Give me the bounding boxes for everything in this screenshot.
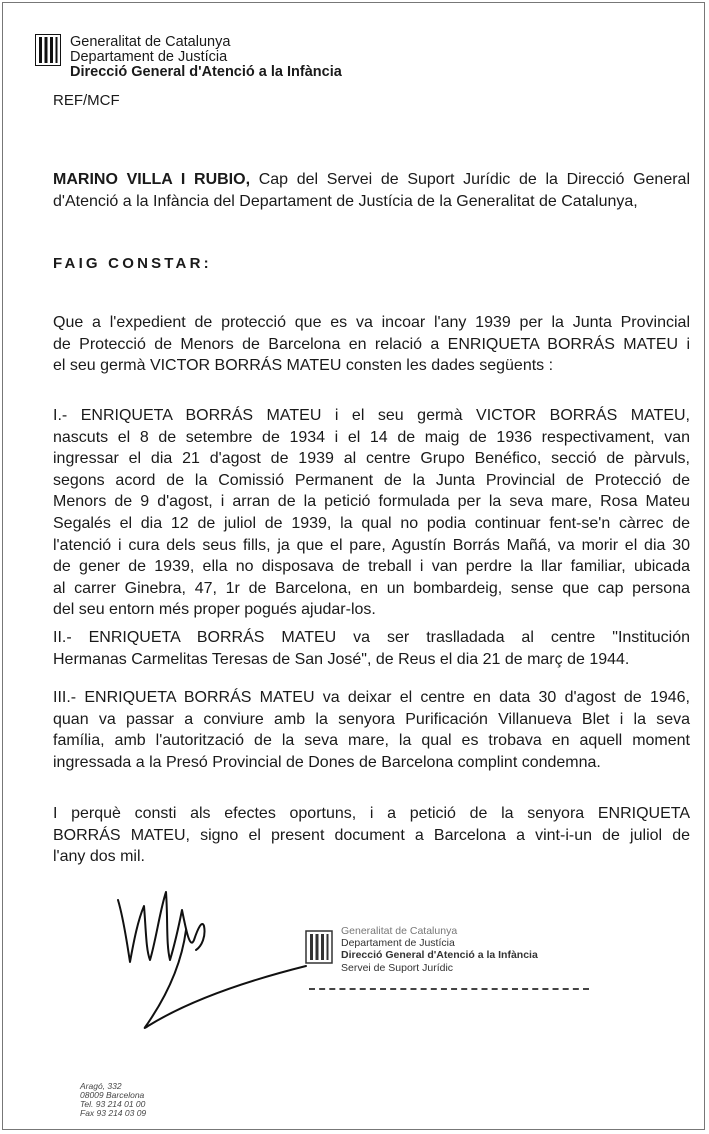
paragraph-line: Que a l'expedient de protecció que es va incoar l'any 1939 per la Junta Provincial bbox=[53, 314, 690, 331]
official-stamp bbox=[305, 922, 590, 992]
paragraph-line: del seu entorn més proper pogués ajudar-los. bbox=[53, 601, 376, 619]
paragraph-line: Segalés el dia 12 de juliol de 1939, la qual no podia continuar fent-se'n càrrec de bbox=[53, 514, 690, 532]
paragraph-line: Hermanas Carmelitas Teresas de San José", de Reus el dia 21 de març de 1944. bbox=[53, 650, 630, 668]
faig-constar-heading: FAIG CONSTAR: bbox=[53, 255, 212, 272]
paragraph-line: III.- ENRIQUETA BORRÁS MATEU va deixar el centre en data 30 d'agost de 1946, bbox=[53, 689, 690, 706]
paragraph-line: nascuts el 8 de setembre de 1934 i el 14 de maig de 1936 respectivament, van bbox=[53, 428, 690, 446]
paragraph-line: família, amb l'autorització de la seva mare, la qual es trobava en aquell moment bbox=[53, 732, 690, 750]
stamp-line-3: Direcció General d'Atenció a la Infància bbox=[341, 949, 538, 961]
signatory-name: MARINO VILLA I RUBIO, bbox=[53, 171, 251, 188]
letterhead-line-3: Direcció General d'Atenció a la Infància bbox=[70, 64, 342, 80]
paragraph-2 bbox=[53, 405, 690, 621]
footer-address: Aragó, 332 bbox=[80, 1081, 122, 1091]
footer-fax: Fax 93 214 03 09 bbox=[80, 1108, 147, 1118]
stamp-line-2: Departament de Justícia bbox=[341, 937, 455, 949]
paragraph-line: ingressada a la Presó Provincial de Dones de Barcelona complint condemna. bbox=[53, 753, 601, 771]
paragraph-line: l'atenció i cura dels seus fills, ja que el pare, Agustín Borrás Mañá, va morir el dia 30 bbox=[53, 536, 690, 554]
generalitat-logo-icon bbox=[35, 34, 61, 66]
paragraph-line: BORRÁS MATEU, signo el present document a Barcelona a vint-i-un de juliol de bbox=[53, 826, 690, 844]
paragraph-line: el seu germà VICTOR BORRÁS MATEU consten les dades següents : bbox=[53, 357, 554, 375]
paragraph-line: I perquè consti als efectes oportuns, i a petició de la senyora ENRIQUETA bbox=[53, 805, 690, 822]
paragraph-1 bbox=[53, 312, 690, 377]
footer-phone: Tel. 93 214 01 00 bbox=[80, 1099, 146, 1109]
paragraph-line: I.- ENRIQUETA BORRÁS MATEU i el seu germà VICTOR BORRÁS MATEU, bbox=[53, 407, 690, 424]
reference: REF/MCF bbox=[53, 92, 120, 109]
signature-line bbox=[309, 988, 589, 990]
paragraph-line: al carrer Ginebra, 47, 1r de Barcelona, en un bombardeig, sense que cap persona bbox=[53, 579, 690, 597]
paragraph-line: segons acord de la Comissió Permanent de la Junta Provincial de Protecció de bbox=[53, 471, 690, 489]
generalitat-stamp-logo-icon bbox=[305, 930, 333, 964]
intro-paragraph bbox=[53, 169, 690, 212]
paragraph-line: Menors de 9 d'agost, i arran de la petició formulada per la seva mare, Rosa Mateu bbox=[53, 493, 690, 511]
paragraph-line: l'any dos mil. bbox=[53, 848, 145, 866]
letterhead-line-1: Generalitat de Catalunya bbox=[70, 34, 231, 50]
paragraph-line: ingressar el dia 21 d'agost de 1939 al centre Grupo Benéfico, secció de pàrvuls, bbox=[53, 450, 690, 468]
paragraph-4 bbox=[53, 687, 690, 773]
paragraph-line: quan va passar a conviure amb la senyora Purificación Villanueva Blet i la seva bbox=[53, 710, 690, 728]
footer-postcode: 08009 Barcelona bbox=[80, 1090, 145, 1100]
letterhead-line-2: Departament de Justícia bbox=[70, 49, 228, 65]
intro-line-1 bbox=[53, 169, 690, 191]
paragraph-line: de gener de 1939, ella no disposava de treball i van perdre la llar familiar, ubicada bbox=[53, 558, 690, 576]
paragraph-line: II.- ENRIQUETA BORRÁS MATEU va ser traslladada al centre "Institución bbox=[53, 629, 690, 646]
paragraph-5 bbox=[53, 803, 690, 868]
paragraph-3 bbox=[53, 627, 690, 670]
stamp-line-1: Generalitat de Catalunya bbox=[341, 925, 458, 937]
intro-line-2: d'Atenció a la Infància del Departament de Justícia de la Generalitat de Catalunya, bbox=[53, 192, 638, 210]
paragraph-line: de Protecció de Menors de Barcelona en relació a ENRIQUETA BORRÁS MATEU i bbox=[53, 335, 690, 353]
stamp-line-4: Servei de Suport Jurídic bbox=[341, 962, 454, 974]
signatory-title: Cap del Servei de Suport Jurídic de la Direcció General bbox=[250, 171, 691, 188]
